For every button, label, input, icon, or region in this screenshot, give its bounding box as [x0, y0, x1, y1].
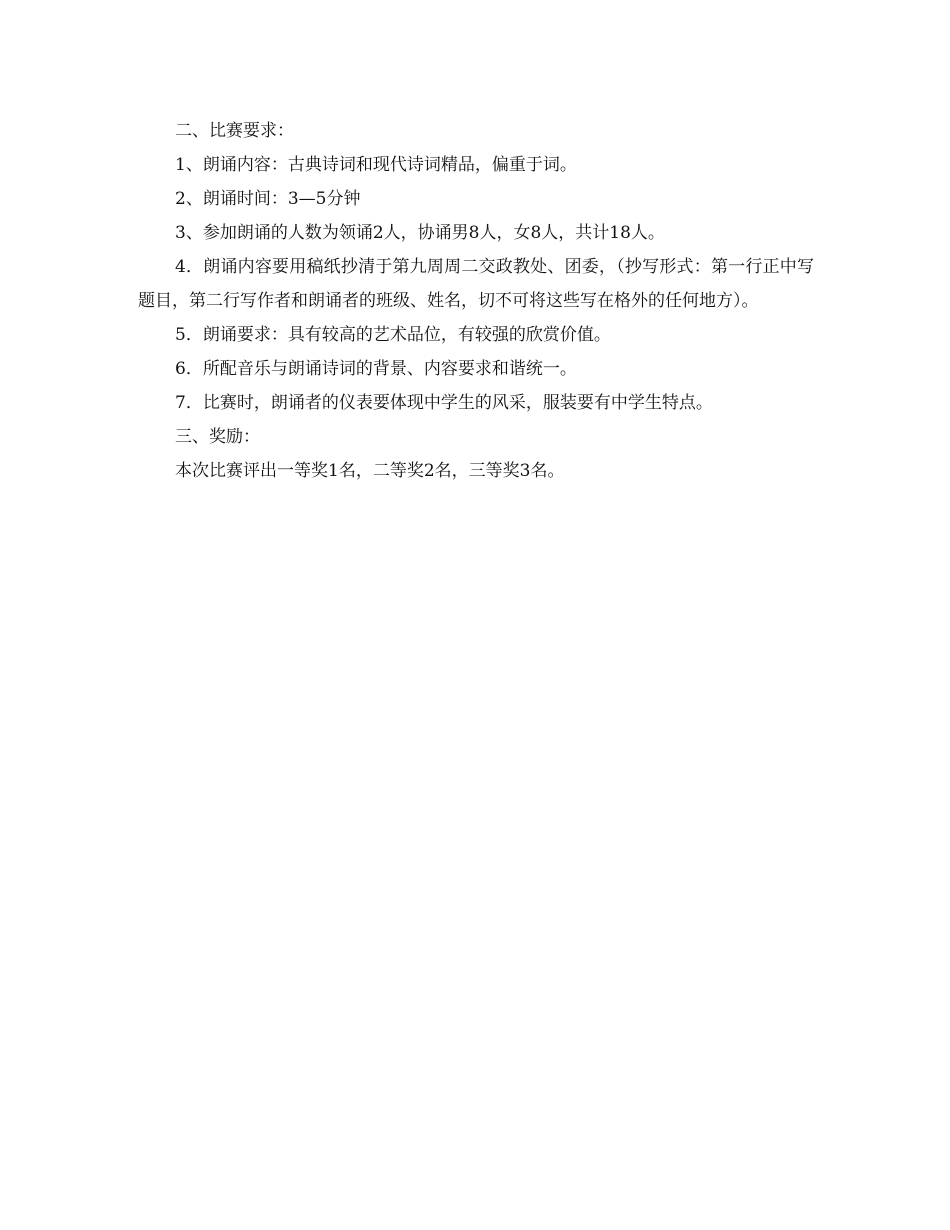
- requirement-item-5: 5．朗诵要求：具有较高的艺术品位，有较强的欣赏价值。: [175, 325, 611, 345]
- requirement-item-6: 6．所配音乐与朗诵诗词的背景、内容要求和谐统一。: [175, 359, 577, 379]
- document-body: [138, 114, 814, 488]
- requirement-item-2: 2、朗诵时间：3—5分钟: [175, 189, 361, 209]
- requirement-item-3: 3、参加朗诵的人数为领诵2人，协诵男8人，女8人，共计18人。: [175, 223, 665, 243]
- awards-description: 本次比赛评出一等奖1名，二等奖2名，三等奖3名。: [175, 461, 565, 481]
- requirement-item-7: 7．比赛时，朗诵者的仪表要体现中学生的风采，服装要有中学生特点。: [175, 393, 713, 413]
- section-heading-awards: 三、奖励：: [175, 427, 260, 447]
- requirement-item-4: 4．朗诵内容要用稿纸抄清于第九周周二交政教处、团委，（抄写形式：第一行正中写题目，第二行写作者和朗诵者的班级、姓名，切不可将这些写在格外的任何地方）。: [138, 257, 814, 311]
- section-heading-requirements: 二、比赛要求：: [175, 121, 294, 141]
- requirement-item-1: 1、朗诵内容：古典诗词和现代诗词精品，偏重于词。: [175, 155, 577, 175]
